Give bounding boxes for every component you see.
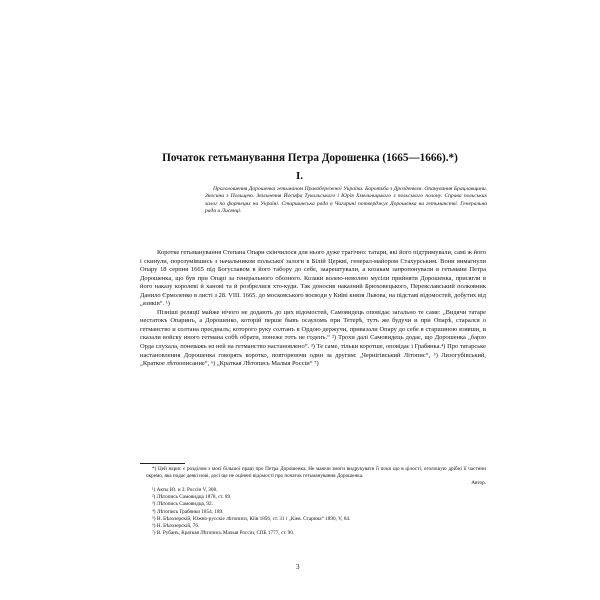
- chapter-title: Початок гетьманування Петра Дорошенка (1665—1666).*): [162, 152, 458, 164]
- footnote-divider: [140, 463, 185, 464]
- footnote: ⁶) Н. Бѣлозерскій, 76.: [152, 522, 200, 529]
- footnote: ⁵) Н. Бѣлозерскій, Южно-русскіе лѣтописи, Кіїв 1856, ст. 31 і „Кіев. Старина“ 1890, V, 84.: [152, 515, 351, 522]
- footnote: ¹) Акты Ю. и З. Россіи V, 308.: [152, 487, 218, 494]
- footnote: ²) Лѣтопись Самовидца 1878, ст. 89.: [152, 494, 232, 501]
- footnote: ³) Лѣтопись Самовидца, 92.: [152, 501, 213, 508]
- paragraph: Коротке гетьманування Степана Опари скінчилося для нього дуже трагічно: татари, які його підтримували, самі ж його і скинули, порозумівшись з начальником польської залоги в Білій Церкві, генерал-майором Стахурським. Вони вимагнули Опару 18 серпня 1665 під Богуславом в його табору до себе, заарештували, а козакам запропонували в гетьмани Петра Дорошенка, що був при Опарі за генерального обозного. Козаки волею-неволею мусіли прийняти Дорошенка, присягли в його наказу королеві й ханові та й розбрелися хто-куди. Так доносив наказний Брюховецького, Переяславський полковник Данило Єрмоленко в листі з 28. VIII. 1665. до московського воєводи у Київі князя Львова, на підставі відомостей, добутих від „язиків“. ¹): [140, 249, 486, 308]
- footnotes: [146, 466, 486, 537]
- footnote: ⁷) В. Рубанъ, Краткая Лѣтопись Малыя Россіи, СПБ 1777, ст. 90.: [152, 529, 295, 536]
- footnote: ⁴) Лѣтопись Грабянки 1854, 189.: [152, 508, 224, 515]
- chapter-summary: Проголошення Дорошенка гетьманом Правобережної України. Боротьба з Дрозденком. Опанування Брацлавщини. Зносини з Польщею. Звільнення Йосифа Тукальського і Юрія Хмельницького з польського полону. Справа польських залог по фортецях на Україні. Старшинська рада в Чигирині потверджує Дорошенка на гетьманстві. Генеральна рада в Лисянці.: [205, 186, 487, 214]
- paragraph: Пізніші реляції майже нічого не додають до цих відомостей, Самовидець оповідає загально те саме: „Видячи татаре нестатокъ Опаринъ, а Дорошенко, которій перше бывъ осауломъ при Тетерѣ, тутъ же будучи и при Опарѣ, старался о гетманство и солтана преєдналъ; которого руку солтанъ в Ордою держучи, привазали Опару до себе в старшиною взявши, и сказали войску иного гетмана собѣ обрати, понеже тотъ не годенъ.“ ²) Трохи далі Самовидець додає, що Дорошенка „барзо Орда слухала, поневажъ из ней на гетманство настановлено“. ³) Те саме, тільки коротше, оповідає і Грабянка.⁴) Про татарське настановлення Дорошенка говорять коротко, повторюючи один за другим: „Чернігівський Літопис“, ⁵) Лизогубівський, „Краткое лѣтоописание“, ⁶) „Краткая Лѣтопись Малыя Россіи“ ⁷): [140, 308, 486, 368]
- body-text: [140, 249, 486, 369]
- section-number: I.: [296, 170, 304, 182]
- page-number: 3: [296, 563, 300, 571]
- footnote: *) Цей нарис є розділом з моєї більшої праці про Петра Дорошенка. Не маючи змоги видрукувати її поки що в цілості, оголошую дрібні її частини окремо, яка подає деякі нові, досі ще не оцінені відомості про початок гетьманування Дорошенка.: [146, 466, 486, 480]
- author-signature: Автор.: [471, 480, 486, 487]
